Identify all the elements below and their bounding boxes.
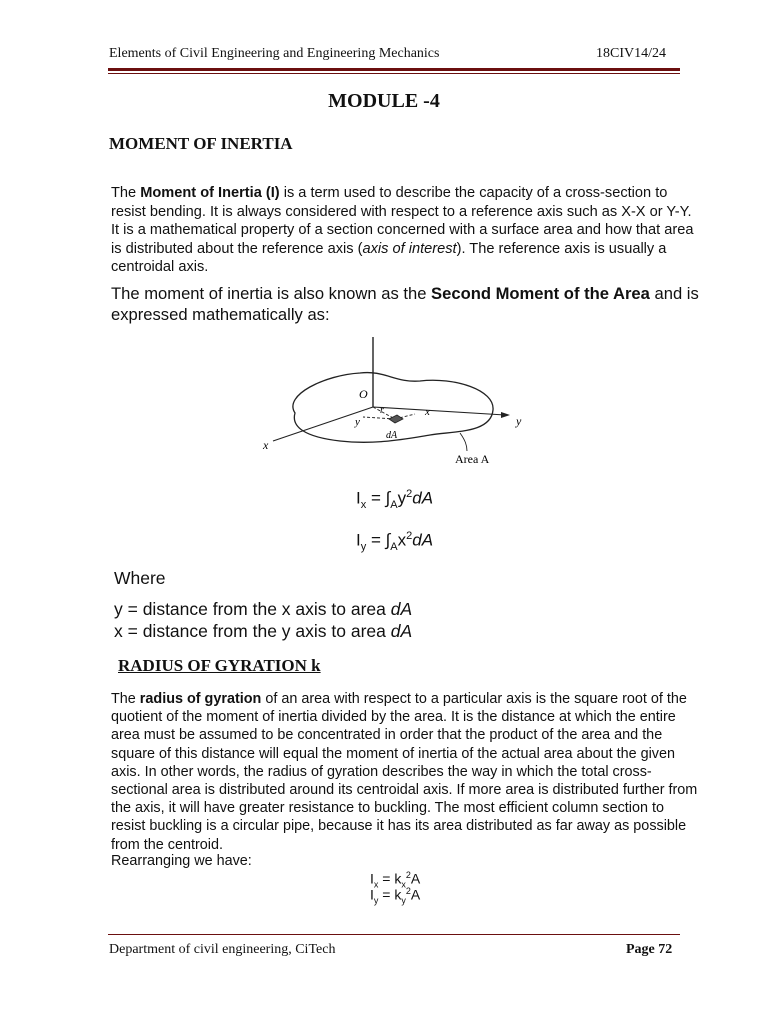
formula-power: 2 xyxy=(405,870,411,880)
formula-symbol: I xyxy=(356,530,361,550)
header-course-code: 18CIV14/24 xyxy=(596,46,666,61)
formula-differential: dA xyxy=(412,488,434,508)
formula-subscript: y xyxy=(373,895,379,906)
bold-term: Moment of Inertia (I) xyxy=(140,185,280,201)
label-x-axis: x xyxy=(263,438,269,452)
definition-text: x = distance from the y axis to area xyxy=(114,621,391,641)
formula-differential: dA xyxy=(412,530,434,550)
formula-area: A xyxy=(410,870,421,887)
label-o: O xyxy=(359,387,368,401)
formula-operator: = ∫ xyxy=(366,488,391,508)
area-leader xyxy=(460,433,467,451)
formula-subscript: y xyxy=(360,541,367,554)
formula-subscript: y xyxy=(401,895,406,906)
definition-x xyxy=(114,620,412,642)
definition-text: y = distance from the x axis to area xyxy=(114,599,391,619)
formula-operator: = k xyxy=(378,886,402,903)
footer-page-number: Page 72 xyxy=(626,942,673,957)
text-run: The moment of inertia is also known as the xyxy=(111,284,432,303)
formula-subscript: x xyxy=(373,879,379,890)
formula-area: A xyxy=(410,886,421,903)
formula-operator: = ∫ xyxy=(366,530,391,550)
area-diagram xyxy=(255,335,545,470)
paragraph-second-moment xyxy=(111,284,701,325)
definition-variable: dA xyxy=(390,599,413,619)
formula-variable: x xyxy=(397,530,407,550)
text-run: The xyxy=(111,691,140,707)
module-title-text: MODULE -4 xyxy=(328,90,440,112)
formula-power: 2 xyxy=(405,886,411,896)
y-axis-line xyxy=(373,407,505,415)
label-da: dA xyxy=(386,430,398,441)
header-title: Elements of Civil Engineering and Engineering Mechanics xyxy=(109,46,440,61)
paragraph-moi-definition xyxy=(111,184,701,277)
label-y-small: y xyxy=(355,416,360,428)
text-run: The xyxy=(111,185,141,201)
formula-iy-radius xyxy=(370,886,420,905)
paragraph-radius-of-gyration xyxy=(111,690,701,854)
formula-variable: y xyxy=(397,488,407,508)
definition-y xyxy=(114,598,412,620)
bold-term: Second Moment of the Area xyxy=(431,284,650,303)
label-y-axis: y xyxy=(516,414,522,428)
where-label: Where xyxy=(114,568,166,588)
formula-symbol: I xyxy=(370,886,374,903)
formula-subscript: A xyxy=(390,499,398,512)
italic-term: axis of interest xyxy=(362,240,457,257)
y-axis-arrow xyxy=(501,412,510,418)
formula-operator: = k xyxy=(378,870,402,887)
formula-subscript: x xyxy=(401,879,406,890)
text-run: is a term used to describe the capacity of a cross-section to resist bending. It is always considered with respect to a reference axis such as X-X or Y-Y. It is a mathematical property of a section concerned with a surface area and how that area is distributed about the reference axis ( xyxy=(111,185,694,257)
bold-term: radius of gyration xyxy=(139,691,262,707)
definition-variable: dA xyxy=(390,621,413,641)
da-element xyxy=(389,415,403,423)
dashed-r xyxy=(373,407,395,419)
header-rule-thick xyxy=(108,68,680,71)
section-heading-moment-of-inertia: MOMENT OF INERTIA xyxy=(109,134,293,153)
formula-power: 2 xyxy=(406,488,413,500)
header-rule-thin xyxy=(108,73,680,74)
module-title xyxy=(0,90,768,113)
rearranging-text: Rearranging we have: xyxy=(111,853,252,869)
formula-power: 2 xyxy=(406,530,413,542)
label-r: r xyxy=(380,405,384,416)
formula-iy xyxy=(356,530,433,553)
formula-subscript: A xyxy=(390,541,398,554)
footer-rule xyxy=(108,934,680,935)
label-x-small: x xyxy=(425,406,430,418)
label-area-a: Area A xyxy=(455,452,490,466)
section-heading-radius-of-gyration: RADIUS OF GYRATION k xyxy=(118,656,321,675)
variable-definitions xyxy=(114,598,412,642)
text-run: of an area with respect to a particular axis is the square root of the quotient of the moment of inertia divided by the area. It is the distance at which the entire area must be assumed to be concentrated in order that the product of the area and the square of this distance will equal the moment of inertia of the actual area about the given axis. In other words, the radius of gyration describes the way in which the total cross-sectional area is distributed around its centroidal axis. If more area is distributed further from the axis, it will have greater resistance to buckling. The most efficient column section to resist buckling is a circular pipe, because it has its area distributed as far away as possible from the centroid. xyxy=(111,691,698,853)
text-run: ). The reference axis is usually a centroidal axis. xyxy=(111,240,667,276)
formula-subscript: x xyxy=(360,499,367,512)
formula-symbol: I xyxy=(356,488,361,508)
formula-ix xyxy=(356,488,433,511)
footer-department: Department of civil engineering, CiTech xyxy=(109,942,336,957)
text-run: and is expressed mathematically as: xyxy=(111,284,699,324)
formula-symbol: I xyxy=(370,870,374,887)
